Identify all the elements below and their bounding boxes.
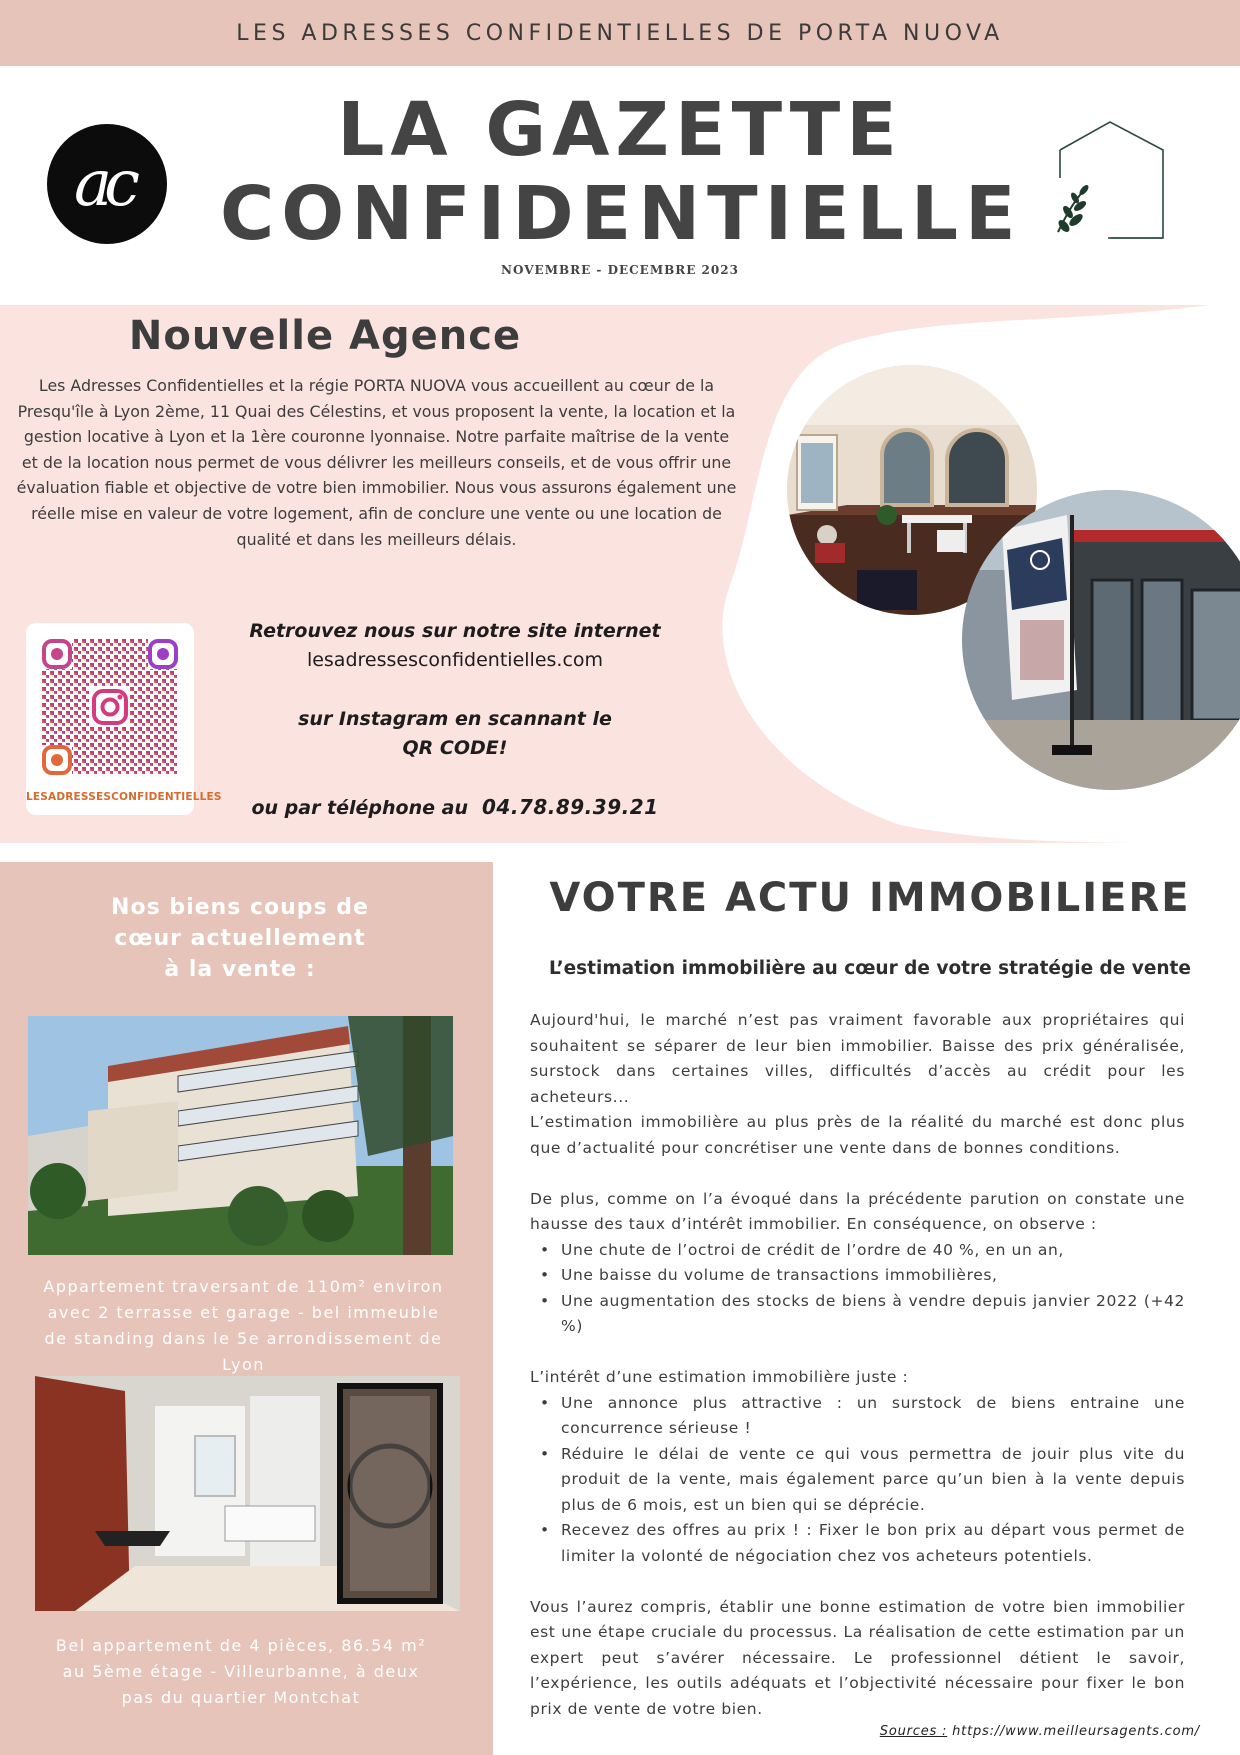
contact-line-website: Retrouvez nous sur notre site internet [249, 620, 661, 642]
contact-line-qr: QR CODE! [402, 737, 508, 759]
qr-code-icon [42, 639, 178, 775]
title-line-2: CONFIDENTIELLE [220, 171, 1023, 257]
listings-title-line-1: Nos biens coups de [111, 895, 369, 920]
listings-title [95, 892, 385, 985]
list-item: • Réduire le délai de vente ce qui vous permettra de jouir plus vite du produit de la vente, mais également parce qu’un bien à la vente depuis plus de 6 mois, est un bien qui se déprécie. [530, 1442, 1185, 1519]
list-item: • Recevez des offres au prix ! : Fixer le bon prix au départ vous permet de limiter la volonté de négociation chez vos acheteurs potentiels. [530, 1518, 1185, 1569]
list-item: • Une augmentation des stocks de biens à vendre depuis janvier 2022 (+42 %) [530, 1289, 1185, 1340]
page-title [220, 87, 1023, 257]
article-paragraph-5: Vous l’aurez compris, établir une bonne estimation de votre bien immobilier est une étape cruciale du processus. La réalisation de cette estimation par un expert peut s’avérer nécessaire. Le professionnel détient le savoir, l’expérience, les outils adéquats et l’objectivité nécessaire pour fixer le bon prix de vente de votre bien. [530, 1597, 1185, 1718]
banner-text: LES ADRESSES CONFIDENTIELLES DE PORTA NUOVA [236, 20, 1004, 46]
title-line-1: LA GAZETTE [337, 87, 903, 173]
agency-section [0, 305, 1240, 843]
property-photo-2[interactable] [35, 1376, 460, 1611]
listings-title-line-3: à la vente : [164, 957, 316, 982]
estimation-benefits-list [530, 1391, 1185, 1570]
list-item: • Une annonce plus attractive : un surstock de biens entraine une concurrence sérieuse ! [530, 1391, 1185, 1442]
property-caption-1: Appartement traversant de 110m² environ avec 2 terrasse et garage - bel immeuble de standing dans le 5e arrondissement de Lyon [43, 1277, 444, 1374]
issue-date: NOVEMBRE - DECEMBRE 2023 [501, 263, 739, 277]
ac-logo [47, 124, 167, 244]
property-photo-1[interactable] [28, 1016, 453, 1255]
sources-line [860, 1724, 1200, 1739]
property-caption-2: Bel appartement de 4 pièces, 86.54 m² au 5ème étage - Villeurbanne, à deux pas du quartier Montchat [55, 1636, 427, 1707]
top-banner [0, 0, 1240, 66]
article-paragraph-1: Aujourd'hui, le marché n’est pas vraiment favorable aux propriétaires qui souhaitent se séparer de leur bien immobilier. Baisse des prix généralisée, surstock dans certaines villes, difficultés d’accès au crédit pour les acheteurs... [530, 1011, 1185, 1106]
agency-paragraph: Les Adresses Confidentielles et la régie PORTA NUOVA vous accueillent au cœur de la Presqu'île à Lyon 2ème, 11 Quai des Célestins, et vous proposent la vente, la location et la gestion locative à Lyon et la 1ère couronne lyonnaise. Notre parfaite maîtrise de la vente et de la location nous permet de vous délivrer les meilleurs conseils, et de vous offrir une évaluation fiable et objective de votre bien immobilier. Nous vous assurons également une réelle mise en valeur de votre logement, afin de conclure une vente ou une location de qualité et dans les meilleurs délais. [16, 376, 737, 549]
phone-label: ou par téléphone au [251, 797, 468, 819]
logo-text: ac [74, 147, 132, 221]
article-section-title: VOTRE ACTU IMMOBILIERE [549, 875, 1191, 921]
qr-caption: LESADRESSESCONFIDENTIELLES [26, 791, 222, 803]
contact-block [230, 617, 680, 823]
contact-line-instagram: sur Instagram en scannant le [298, 708, 612, 730]
contact-line-phone [230, 793, 680, 823]
list-item: • Une baisse du volume de transactions immobilières, [530, 1263, 1185, 1289]
listings-panel [0, 862, 493, 1755]
list-item: • Une chute de l’octroi de crédit de l’ordre de 40 %, en un an, [530, 1238, 1185, 1264]
article-subtitle: L’estimation immobilière au cœur de votre stratégie de vente [549, 958, 1191, 979]
house-leaf-icon [1050, 120, 1170, 245]
sources-label: Sources : [879, 1724, 948, 1739]
article-body [530, 1008, 1185, 1722]
article-paragraph-2: L’estimation immobilière au plus près de la réalité du marché est donc plus que d’actualité pour concrétiser une vente dans de bonnes conditions. [530, 1113, 1185, 1157]
instagram-qr-code[interactable] [26, 623, 222, 815]
market-trends-list [530, 1238, 1185, 1340]
phone-number[interactable]: 04.78.89.39.21 [481, 795, 659, 819]
sources-link[interactable]: https://www.meilleursagents.com/ [952, 1724, 1200, 1739]
article-paragraph-4: L’intérêt d’une estimation immobilière juste : [530, 1368, 909, 1386]
article-paragraph-3: De plus, comme on l’a évoqué dans la précédente parution on constate une hausse des taux d’intérêt immobilier. En conséquence, on observe : [530, 1189, 1185, 1233]
listings-title-line-2: cœur actuellement [114, 926, 366, 951]
website-link[interactable]: lesadressesconfidentielles.com [306, 649, 604, 671]
agency-title: Nouvelle Agence [128, 313, 522, 359]
